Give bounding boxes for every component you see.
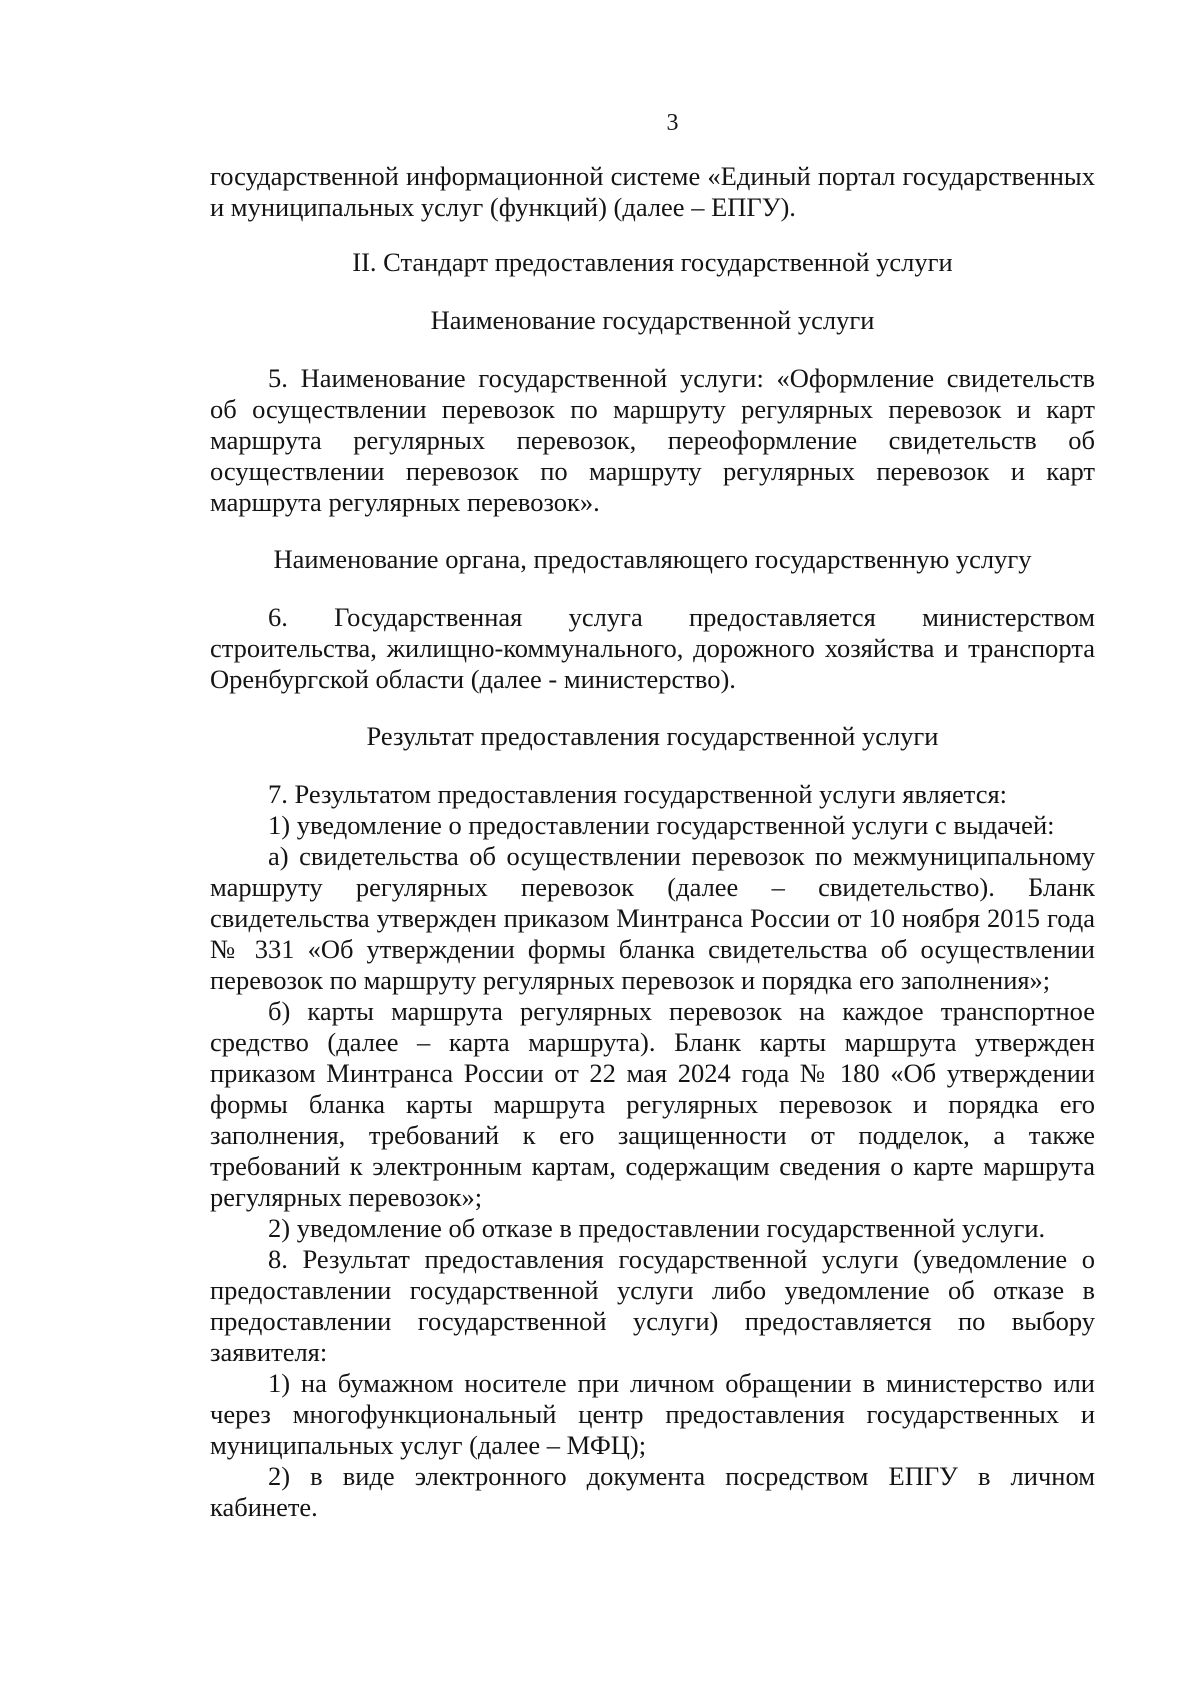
paragraph-7: 7. Результатом предоставления государственной услуги является:	[268, 779, 1008, 809]
paragraph-7-2: 2) уведомление об отказе в предоставлении государственной услуги.	[268, 1213, 1046, 1243]
paragraph-8: 8. Результат предоставления государственной услуги (уведомление о предоставлении государственной услуги либо уведомление об отказе в предоставлении государственной услуги) предоставляется по выбору заявителя:	[210, 1244, 1095, 1367]
intro-paragraph: государственной информационной системе «Единый портал государственных и муниципальных услуг (функций) (далее – ЕПГУ).	[210, 161, 1095, 222]
paragraph-7-1-b: б) карты маршрута регулярных перевозок на каждое транспортное средство (далее – карта маршрута). Бланк карты маршрута утвержден приказом Минтранса России от 22 мая 2024 года № 180 «Об утверждении формы бланка карты маршрута регулярных перевозок и порядка его заполнения, требований к его защищенности от подделок, а также требований к электронным картам, содержащим сведения о карте маршрута регулярных перевозок»;	[210, 996, 1095, 1212]
subheading-result: Результат предоставления государственной услуги	[366, 721, 939, 751]
subheading-authority: Наименование органа, предоставляющего государственную услугу	[273, 544, 1032, 574]
paragraph-8-1: 1) на бумажном носителе при личном обращении в министерство или через многофункциональный центр предоставления государственных и муниципальных услуг (далее – МФЦ);	[210, 1368, 1095, 1460]
paragraph-8-2: 2) в виде электронного документа посредством ЕПГУ в личном кабинете.	[210, 1461, 1095, 1522]
page-number: 3	[666, 110, 679, 136]
paragraph-6: 6. Государственная услуга предоставляется министерством строительства, жилищно-коммунального, дорожного хозяйства и транспорта Оренбургской области (далее - министерство).	[210, 602, 1095, 694]
subheading-service-name: Наименование государственной услуги	[430, 305, 875, 335]
section-title: II. Стандарт предоставления государственной услуги	[352, 247, 953, 277]
paragraph-7-1: 1) уведомление о предоставлении государственной услуги с выдачей:	[268, 810, 1055, 840]
paragraph-7-1-a: а) свидетельства об осуществлении перевозок по межмуниципальному маршруту регулярных перевозок (далее – свидетельство). Бланк свидетельства утвержден приказом Минтранса России от 10 ноября 2015 года № 331 «Об утверждении формы бланка свидетельства об осуществлении перевозок по маршруту регулярных перевозок и порядка его заполнения»;	[210, 841, 1095, 995]
paragraph-5: 5. Наименование государственной услуги: «Оформление свидетельств об осуществлении перевозок по маршруту регулярных перевозок и карт маршрута регулярных перевозок, переоформление свидетельств об осуществлении перевозок по маршруту регулярных перевозок и карт маршрута регулярных перевозок».	[210, 363, 1095, 517]
